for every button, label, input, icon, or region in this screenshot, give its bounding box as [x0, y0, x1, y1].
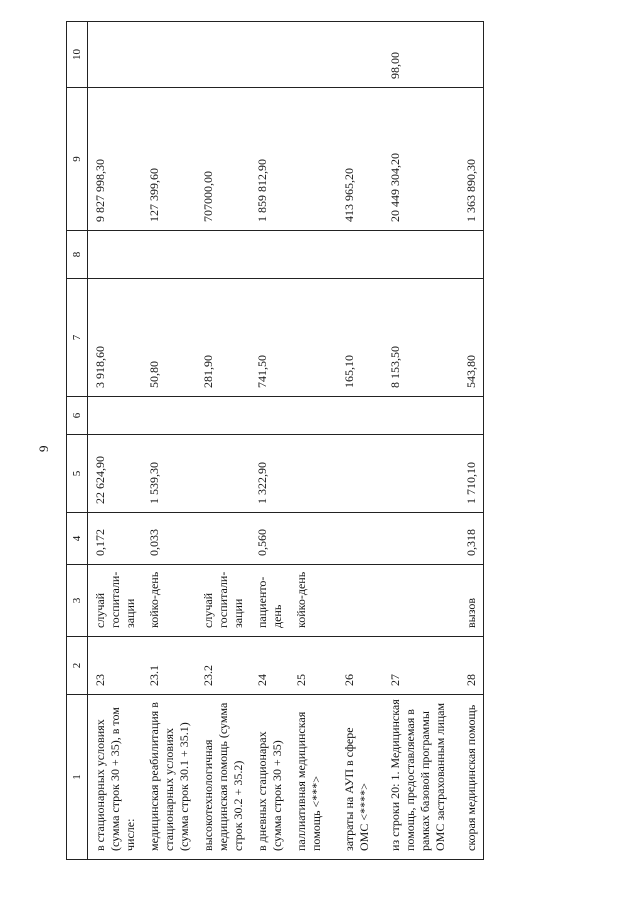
cell-col8: [250, 231, 289, 279]
cell-col6: [250, 397, 289, 435]
unit-cell: пациенто-день: [250, 565, 289, 637]
cell-col6: [289, 397, 328, 435]
total-cell: 1 859 812,90: [250, 88, 289, 231]
cost-cell: 22 624,90: [88, 435, 143, 513]
row-label: в дневных стационарах (сумма строк 30 + 35): [250, 695, 289, 860]
row-number: 24: [250, 637, 289, 695]
cell-col8: [196, 231, 250, 279]
column-number: 5: [67, 435, 88, 513]
cell-col6: [88, 397, 143, 435]
cell-col8: [328, 231, 376, 279]
per-capita-cell: 3 918,60: [88, 279, 143, 397]
column-number: 7: [67, 279, 88, 397]
per-capita-cell: 543,80: [452, 279, 484, 397]
cell-col6: [328, 397, 376, 435]
per-capita-cell: 741,50: [250, 279, 289, 397]
volume-cell: [289, 513, 328, 565]
cost-cell: [289, 435, 328, 513]
cost-cell: [376, 435, 452, 513]
row-number: 23: [88, 637, 143, 695]
volume-cell: 0,560: [250, 513, 289, 565]
cell-col6: [196, 397, 250, 435]
cost-cell: 1 322,90: [250, 435, 289, 513]
cost-cell: [328, 435, 376, 513]
percent-cell: [289, 22, 328, 88]
unit-cell: случай госпитали-зации: [88, 565, 143, 637]
row-number: 28: [452, 637, 484, 695]
column-number-row: [67, 22, 88, 860]
total-cell: [289, 88, 328, 231]
unit-cell: [328, 565, 376, 637]
percent-cell: [142, 22, 196, 88]
volume-cell: [376, 513, 452, 565]
cell-col8: [289, 231, 328, 279]
table-row: [376, 22, 452, 860]
page-number: 9: [36, 445, 51, 452]
volume-cell: 0,318: [452, 513, 484, 565]
column-number: 9: [67, 88, 88, 231]
cell-col8: [88, 231, 143, 279]
column-number: 1: [67, 695, 88, 860]
row-label: затраты на АУП в сфере ОМС <****>: [328, 695, 376, 860]
row-number: 26: [328, 637, 376, 695]
row-label: скорая медицинская помощь: [452, 695, 484, 860]
row-number: 23.2: [196, 637, 250, 695]
percent-cell: [452, 22, 484, 88]
percent-cell: [328, 22, 376, 88]
column-number: 6: [67, 397, 88, 435]
cost-cell: [196, 435, 250, 513]
unit-cell: случай госпитали-зации: [196, 565, 250, 637]
column-number: 3: [67, 565, 88, 637]
total-cell: 707000,00: [196, 88, 250, 231]
cell-col6: [452, 397, 484, 435]
per-capita-cell: 165,10: [328, 279, 376, 397]
cell-col8: [376, 231, 452, 279]
total-cell: 9 827 998,30: [88, 88, 143, 231]
table-row: [289, 22, 328, 860]
unit-cell: койко-день: [142, 565, 196, 637]
row-label: высокотехнологичная медицинская помощь (сумма строк 30.2 + 35.2): [196, 695, 250, 860]
volume-cell: [328, 513, 376, 565]
column-number: 4: [67, 513, 88, 565]
column-number: 10: [67, 22, 88, 88]
cell-col8: [452, 231, 484, 279]
table-row: [88, 22, 143, 860]
cell-col8: [142, 231, 196, 279]
table-row: [452, 22, 484, 860]
cost-cell: 1 710,10: [452, 435, 484, 513]
total-cell: 20 449 304,20: [376, 88, 452, 231]
row-number: 23.1: [142, 637, 196, 695]
percent-cell: 98,00: [376, 22, 452, 88]
per-capita-cell: [289, 279, 328, 397]
percent-cell: [88, 22, 143, 88]
row-label: в стационарных условиях (сумма строк 30 + 35), в том числе:: [88, 695, 143, 860]
total-cell: 1 363 890,30: [452, 88, 484, 231]
table-row: [250, 22, 289, 860]
percent-cell: [196, 22, 250, 88]
total-cell: 413 965,20: [328, 88, 376, 231]
cell-col6: [142, 397, 196, 435]
per-capita-cell: 50,80: [142, 279, 196, 397]
cost-cell: 1 539,30: [142, 435, 196, 513]
cell-col6: [376, 397, 452, 435]
volume-cell: [196, 513, 250, 565]
row-label: из строки 20: 1. Медицинская помощь, предоставляемая в рамках базовой программы ОМС застрахованным лицам: [376, 695, 452, 860]
budget-table: [66, 21, 484, 860]
table-row: [328, 22, 376, 860]
unit-cell: [376, 565, 452, 637]
percent-cell: [250, 22, 289, 88]
per-capita-cell: 8 153,50: [376, 279, 452, 397]
unit-cell: койко-день: [289, 565, 328, 637]
column-number: 2: [67, 637, 88, 695]
table-row: [142, 22, 196, 860]
volume-cell: 0,172: [88, 513, 143, 565]
row-number: 27: [376, 637, 452, 695]
table-row: [196, 22, 250, 860]
row-number: 25: [289, 637, 328, 695]
total-cell: 127 399,60: [142, 88, 196, 231]
unit-cell: вызов: [452, 565, 484, 637]
rotated-table-container: [66, 22, 626, 860]
volume-cell: 0,033: [142, 513, 196, 565]
per-capita-cell: 281,90: [196, 279, 250, 397]
row-label: медицинская реабилитация в стационарных условиях (сумма строк 30.1 + 35.1): [142, 695, 196, 860]
row-label: паллиативная медицинская помощь <***>: [289, 695, 328, 860]
column-number: 8: [67, 231, 88, 279]
